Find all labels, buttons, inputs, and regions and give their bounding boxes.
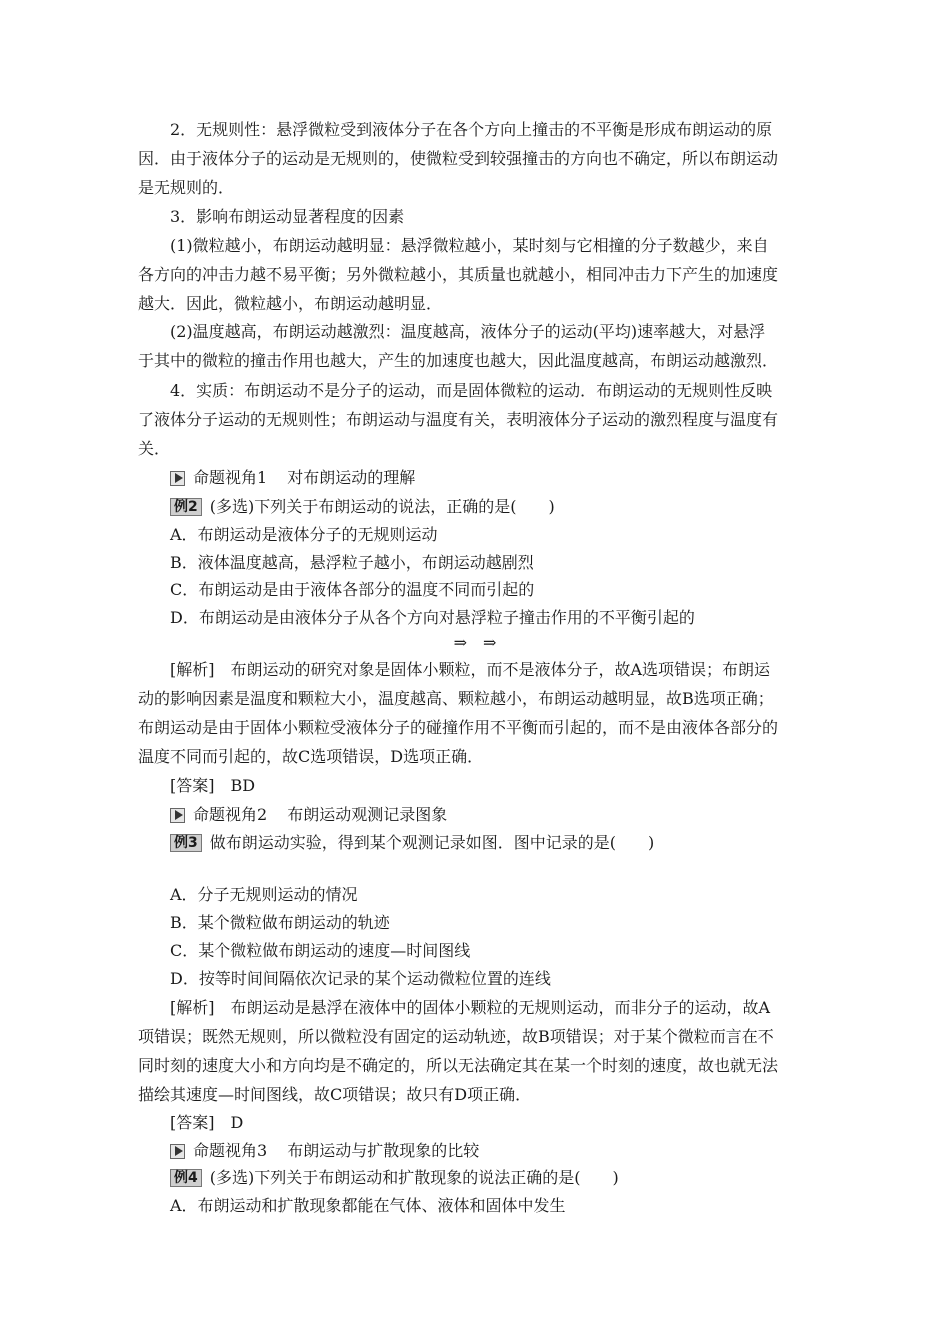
example-stem-text: (多选)下列关于布朗运动和扩散现象的说法正确的是( ) [209, 1168, 619, 1187]
paragraph-line: 4．实质：布朗运动不是分子的运动，而是固体微粒的运动．布朗运动的无规则性反映 [170, 381, 773, 400]
angle-title: 布朗运动与扩散现象的比较 [287, 1141, 480, 1160]
angle-label: 命题视角2 [193, 805, 268, 824]
arrows: ⇒ ⇒ [453, 633, 497, 652]
play-triangle-icon [170, 1144, 185, 1159]
analysis-line: [解析] 布朗运动是悬浮在液体中的固体小颗粒的无规则运动，而非分子的运动，故A [170, 998, 771, 1017]
example-badge: 例3 [170, 834, 202, 852]
option-a: A．布朗运动和扩散现象都能在气体、液体和固体中发生 [170, 1196, 566, 1215]
angle-label: 命题视角1 [193, 468, 268, 487]
paragraph-line: 各方向的冲击力越不易平衡；另外微粒越小，其质量也就越小，相同冲击力下产生的加速度 [138, 265, 779, 284]
play-triangle-icon [170, 808, 185, 823]
paragraph-line: 了液体分子运动的无规则性；布朗运动与温度有关，表明液体分子运动的激烈程度与温度有 [138, 410, 779, 429]
analysis-line: 动的影响因素是温度和颗粒大小，温度越高、颗粒越小，布朗运动越明显，故B选项正确； [138, 689, 774, 708]
analysis-line: 温度不同而引起的，故C选项错误，D选项正确． [138, 747, 484, 766]
paragraph-line: 于其中的微粒的撞击作用也越大，产生的加速度也越大，因此温度越高，布朗运动越激烈． [138, 351, 779, 370]
paragraph-line: 因．由于液体分子的运动是无规则的，使微粒受到较强撞击的方向也不确定，所以布朗运动 [138, 149, 779, 168]
analysis-line: [解析] 布朗运动的研究对象是固体小颗粒，而不是液体分子，故A选项错误；布朗运 [170, 660, 771, 679]
option-a: A．布朗运动是液体分子的无规则运动 [170, 525, 438, 544]
paragraph-line: (2)温度越高，布朗运动越激烈：温度越高，液体分子的运动(平均)速率越大，对悬浮 [170, 322, 766, 341]
angle-heading-2 [170, 805, 850, 825]
option-b: B．液体温度越高，悬浮粒子越小，布朗运动越剧烈 [170, 553, 534, 572]
option-d: D．按等时间间隔依次记录的某个运动微粒位置的连线 [170, 969, 551, 988]
section-heading: 3．影响布朗运动显著程度的因素 [170, 207, 405, 226]
angle-heading-1 [170, 468, 850, 488]
angle-title: 对布朗运动的理解 [287, 468, 416, 487]
angle-label: 命题视角3 [193, 1141, 268, 1160]
paragraph-line: 越大．因此，微粒越小，布朗运动越明显． [138, 294, 443, 313]
angle-heading-3 [170, 1141, 850, 1161]
analysis-line: 同时刻的速度大小和方向均是不确定的，所以无法确定其在某一个时刻的速度，故也就无法 [138, 1056, 779, 1075]
angle-title: 布朗运动观测记录图象 [287, 805, 448, 824]
paragraph-line: 关． [138, 439, 171, 458]
analysis-line: 布朗运动是由于固体小颗粒受液体分子的碰撞作用不平衡而引起的，而不是由液体各部分的 [138, 718, 779, 737]
option-d: D．布朗运动是由液体分子从各个方向对悬浮粒子撞击作用的不平衡引起的 [170, 608, 695, 627]
example-2-stem [170, 497, 850, 517]
option-c: C．某个微粒做布朗运动的速度—时间图线 [170, 941, 471, 960]
option-a: A．分子无规则运动的情况 [170, 885, 358, 904]
option-b: B．某个微粒做布朗运动的轨迹 [170, 913, 390, 932]
example-badge: 例4 [170, 1169, 202, 1187]
paragraph-line: 2．无规则性：悬浮微粒受到液体分子在各个方向上撞击的不平衡是形成布朗运动的原 [170, 120, 773, 139]
paragraph-line: (1)微粒越小，布朗运动越明显：悬浮微粒越小，某时刻与它相撞的分子数越少，来自 [170, 236, 769, 255]
example-4-stem [170, 1168, 850, 1188]
option-c: C．布朗运动是由于液体各部分的温度不同而引起的 [170, 580, 535, 599]
example-stem-text: (多选)下列关于布朗运动的说法，正确的是( ) [209, 497, 555, 516]
example-3-stem [170, 833, 850, 853]
answer-line: [答案] BD [170, 776, 256, 795]
example-stem-text: 做布朗运动实验，得到某个观测记录如图．图中记录的是( ) [209, 833, 655, 852]
analysis-line: 项错误；既然无规则，所以微粒没有固定的运动轨迹，故B项错误；对于某个微粒而言在不 [138, 1027, 774, 1046]
play-triangle-icon [170, 471, 185, 486]
example-badge: 例2 [170, 498, 202, 516]
paragraph-line: 是无规则的． [138, 178, 235, 197]
analysis-line: 描绘其速度—时间图线，故C项错误；故只有D项正确． [138, 1085, 532, 1104]
answer-line: [答案] D [170, 1113, 244, 1132]
